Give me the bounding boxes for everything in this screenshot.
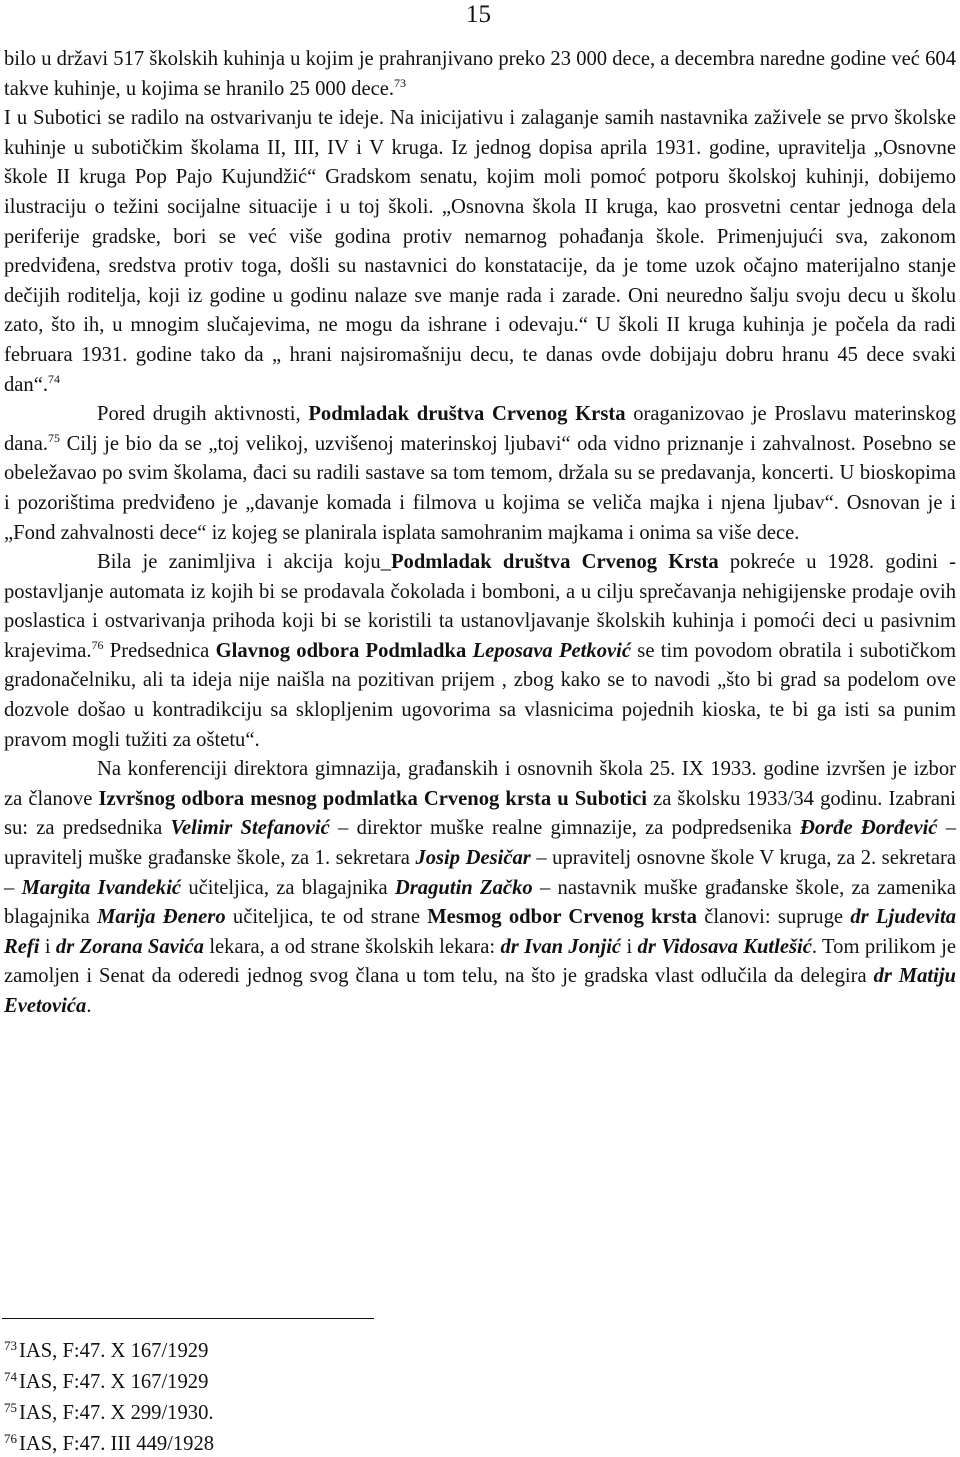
emphasized-name: Marija Đenero (97, 906, 226, 929)
bold-run: Podmladak društva Crvenog Krsta (308, 403, 626, 426)
footnote-reference: 76 (91, 637, 104, 652)
emphasized-name: Josip Desičar (415, 847, 531, 870)
bold-run: Izvršnog odbora mesnog podmlatka Crvenog krsta u Subotici (98, 787, 647, 810)
text-run: se tim povodom obratila i subotičkom gradonačelniku, ali ta ideja nije naišla na pozitivan prijem , zbog kako se to navodi „što bi grad sa podelom ove dozvole došao u kontradikciju sa skloplјenim ugovorima sa vlasnicima pojednih kioska, te bi ga isti sa punim pravom mogli tužiti za oštetu“. (4, 639, 957, 751)
paragraph (4, 755, 956, 1021)
bold-run: Mesmog odbor Crvenog krsta (427, 906, 697, 929)
bold-italic-run (395, 877, 533, 899)
text-run: učiteljica, za blagajnika (181, 876, 395, 899)
paragraph (4, 104, 956, 400)
text-run: – upravitelj muške građanske škole, za 1. sekretara (4, 817, 956, 870)
footnote-number: 73 (4, 1338, 17, 1353)
footnote-item (4, 1395, 604, 1426)
footnote-reference: 75 (48, 430, 61, 445)
text-run: učiteljica, te od strane (225, 906, 428, 929)
text-run: oraganizovao je Proslavu materinskog dana. (4, 403, 956, 455)
bold-italic-run (415, 847, 530, 869)
bold-italic-run (97, 906, 226, 928)
text-run: Cilj je bio da se „toj velikoj, uzvišenoj materinskoj ljubavi“ oda vidno priznanje i zahvalnost. Posebno se obeležavao po svim školama, đaci su radili sastave sa tom temom, držala su se predavanja, koncerti. U bioskopima i pozorištima predviđeno je „davanje komada i filmova u kojima se veliča majka i njena ljubav“. Osnovan je i „Fond zahvalnosti dece“ iz kojeg se planirala isplata samohranim majkama i onima sa više dece. (4, 432, 956, 544)
text-run: pokreće u 1928. godini - postavljanje automata iz kojih bi se prodavala čokolada i bomboni, a u cilju sprečavanja nehigijenske prodaje ovih poslastica i ostvarivanja prihoda koji bi se koristili ta ustanovljavanje školskih kuhinja i pomoći deci u pasivnim krajevima. (4, 551, 956, 662)
bold-run: Podmladak društva Crvenog Krsta (390, 551, 719, 574)
footnote-number: 75 (4, 1400, 17, 1415)
emphasized-name: Đorđe Đorđević (799, 817, 938, 840)
text-run: i (621, 935, 638, 958)
footnote-number: 76 (4, 1431, 17, 1446)
text-run: lekara, a od strane školskih lekara: (203, 935, 501, 958)
text-run: za školsku 1933/34 godinu. Izabrani su: za predsednika (4, 787, 956, 840)
bold-italic-run (473, 640, 631, 662)
emphasized-name: Leposava Petković (472, 639, 631, 662)
footnote-rule (2, 1318, 374, 1319)
footnote-reference: 74 (48, 371, 61, 386)
paragraph (4, 400, 956, 548)
footnote-item (4, 1364, 604, 1395)
emphasized-name: Margita Ivandekić (21, 876, 182, 899)
text-run: Bila je zanimljiva i akcija koju_ (97, 551, 391, 574)
emphasized-name: dr Ivan Jonjić (500, 935, 622, 958)
bold-italic-run (56, 936, 204, 958)
footnote-text: IAS, F:47. X 167/1929 (19, 1371, 209, 1393)
text-run: I u Subotici se radilo na ostvarivanju te ideje. Na inicijativu i zalaganje samih nastavnika zaživele se prvo školske kuhinje u subotičkim školama II, III, IV i V kruga. Iz jednog dopisa aprila 1931. godine, upravitelja „Osnovne škole II kruga Pop Pajo Kujundžić“ Gradskom senatu, kojim moli pomoć potporu školskoj kuhinji, dobijemo ilustraciju o težini socijalne situacije i u toj školi. „Osnovna škola II kruga, kao prosvetni centar jednoga dela periferije gradske, bori se već više godina protiv nemarnog pohađanja škole. Primenjujući sva, zakonom predviđena, sredstva protiv toga, došli su nastavnici do konstatacije, da je tome uzok očajno materijalno stanje dečijih roditelja, koji iz godine u godinu nalaze sve manje rada i zarade. Oni neuredno šalju svoju decu u školu zato, što ih, u mnogim slučajevima, ne mogu da ishrane i odevaju.“ U školi II kruga kuhinja je počela da radi februara 1931. godine tako da „ hrani najsiromašniju decu, te danas ovde dobijaju dobru hranu 45 dece svaki dan“. (4, 107, 956, 396)
emphasized-name: Dragutin Začko (394, 876, 533, 899)
emphasized-name: dr Matiju Evetovića (4, 965, 957, 1017)
footnote-text: IAS, F:47. X 299/1930. (19, 1402, 214, 1424)
footnote-reference: 73 (394, 75, 407, 90)
text-run: i (39, 935, 56, 958)
bold-italic-run (501, 936, 622, 958)
page-number: 15 (466, 1, 491, 28)
text-run: Na konferenciji direktora gimnazija, građanskih i osnovnih škola 25. IX 1933. godine izvršen je izbor za članove (4, 758, 956, 810)
text-run: bilo u državi 517 školskih kuhinja u kojim je prahranjivano preko 23 000 dece, a decembra naredne godine već 604 takve kuhinje, u kojima se hranilo 25 000 dece. (4, 48, 956, 100)
bold-italic-run (22, 877, 181, 899)
paragraph (4, 548, 956, 755)
text-run: članovi: supruge (696, 906, 851, 929)
text-run: – direktor muške realne gimnazije, za podpredsenika (329, 817, 800, 840)
bold-run: Glavnog odbora Podmladka (215, 639, 473, 662)
main-text (4, 45, 956, 1022)
emphasized-name: Velimir Stefanović (170, 817, 330, 840)
footnote-text: IAS, F:47. X 167/1929 (19, 1340, 209, 1362)
text-run: . (86, 995, 92, 1017)
text-run: – upravitelj osnovne škole V kruga, za 2. sekretara – (4, 847, 956, 899)
bold-italic-run (638, 936, 812, 958)
bold-italic-run (171, 817, 330, 839)
text-run: Pored drugih aktivnosti, (97, 403, 309, 426)
paragraph (4, 45, 956, 104)
emphasized-name: dr Ljudevita Refi (4, 906, 956, 958)
bold-italic-run (800, 817, 937, 839)
footnote-number: 74 (4, 1369, 17, 1384)
footnotes (4, 1333, 604, 1457)
footnote-text: IAS, F:47. III 449/1928 (19, 1433, 215, 1455)
text-run: . Tom prilikom je zamoljen i Senat da oderedi jednog svog člana u tom telu, na što je gradska vlast odlučila da delegira (4, 935, 956, 988)
text-run: Predsednica (103, 639, 216, 662)
text-run: – nastavnik muške građanske škole, za zamenika blagajnika (4, 876, 957, 929)
footnote-item (4, 1333, 604, 1364)
emphasized-name: dr Zorana Savića (55, 935, 204, 958)
emphasized-name: dr Vidosava Kutlešić (637, 935, 812, 958)
